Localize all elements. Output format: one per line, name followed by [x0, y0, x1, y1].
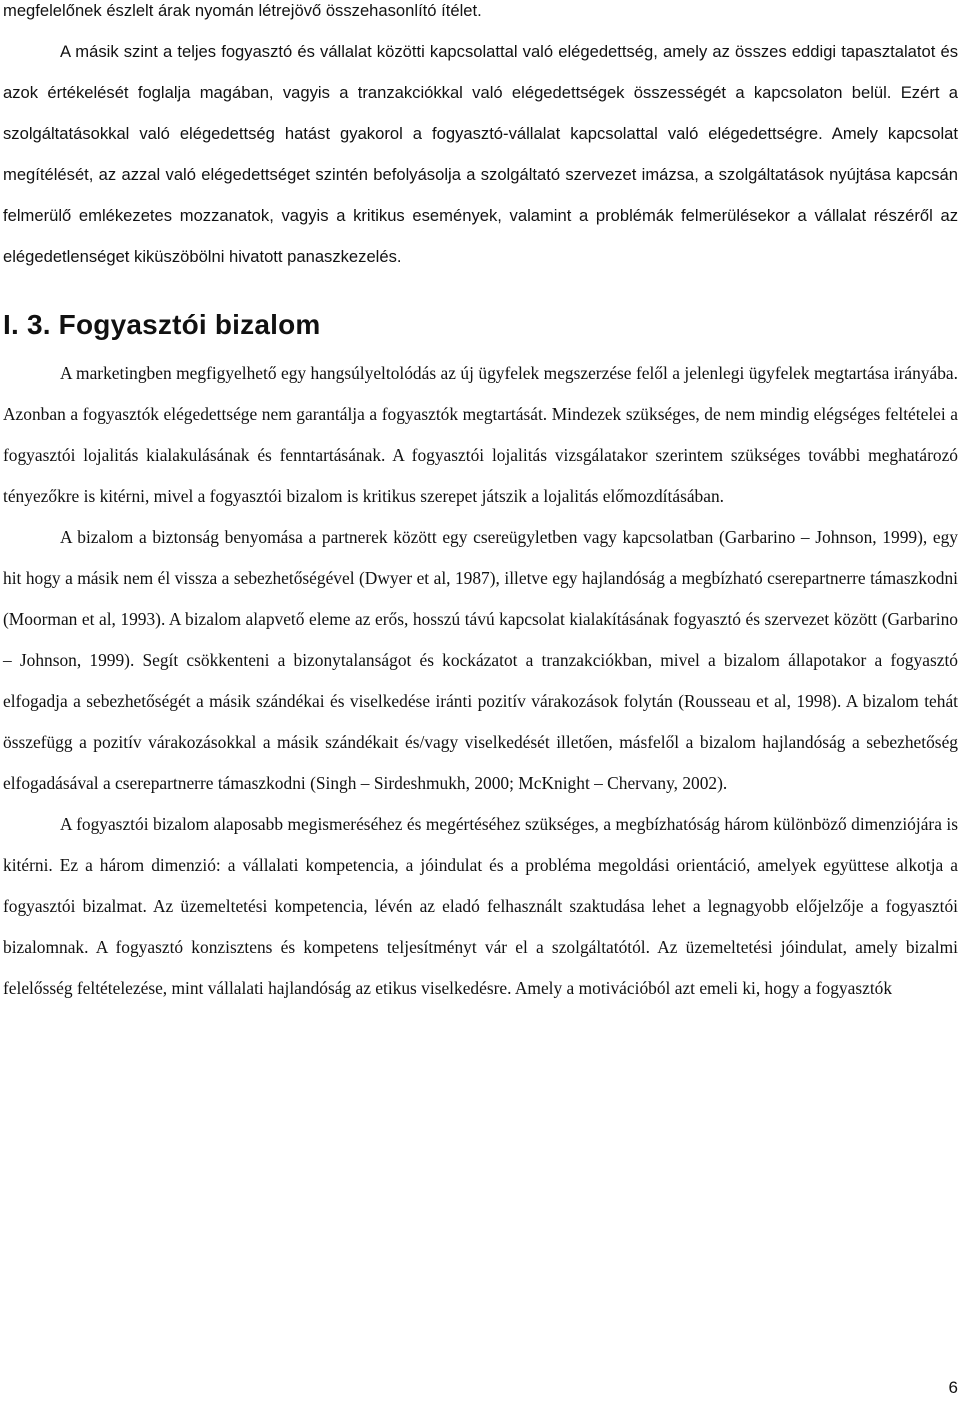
paragraph-trust-dimensions: A fogyasztói bizalom alaposabb megismeréséhez és megértéséhez szükséges, a megbízhatóság három különböző dimenziójára is kitérni. Ez a három dimenzió: a vállalati kompetencia, a jóindulat és a probléma megoldási orientáció, amelyek együttese alkotja a fogyasztói bizalmat. Az üzemeltetési kompetencia, lévén az eladó felhasznált szaktudása lehet a legnagyobb előjelzője a fogyasztói bizalomnak. A fogyasztó konzisztens és kompetens teljesítményt vár el a szolgáltatótól. Az üzemeltetési jóindulat, amely bizalmi felelősség feltételezése, mint vállalati hajlandóság az etikus viselkedésre. Amely a motivációból azt emeli ki, hogy a fogyasztók [3, 814, 958, 998]
section-heading: I. 3. Fogyasztói bizalom [3, 309, 321, 340]
paragraph-marketing-shift: A marketingben megfigyelhető egy hangsúlyeltolódás az új ügyfelek megszerzése felől a jelenlegi ügyfelek megtartása irányába. Azonban a fogyasztók elégedettsége nem garantálja a fogyasztók megtartását. Mindezek szükséges, de nem mindig elégséges feltételei a fogyasztói lojalitás kialakulásának és fenntartásának. A fogyasztói lojalitás vizsgálatakor szerintem szükséges további meghatározó tényezőkre is kitérni, mivel a fogyasztói bizalom is kritikus szerepet játszik a lojalitás előmozdításában. [3, 363, 958, 506]
paragraph-relationship-satisfaction: A másik szint a teljes fogyasztó és vállalat közötti kapcsolattal való elégedettség, amely az összes eddigi tapasztalatot és azok értékelését foglalja magában, vagyis a tranzakciókkal való elégedettségek összességét a kapcsolaton belül. Ezért a szolgáltatásokkal való elégedettség hatást gyakorol a fogyasztó-vállalat kapcsolattal való elégedettségre. Amely kapcsolat megítélését, az azzal való elégedettséget szintén befolyásolja a szolgáltató szervezet imázsa, a szolgáltatások nyújtása kapcsán felmerülő emlékezetes mozzanatok, vagyis a kritikus események, valamint a problémák felmerülésekor a vállalat részéről az elégedetlenséget kiküszöbölni hivatott panaszkezelés. [3, 42, 958, 266]
paragraph-continuation: megfelelőnek észlelt árak nyomán létrejövő összehasonlító ítélet. [3, 1, 482, 20]
paragraph-trust-definition: A bizalom a biztonság benyomása a partnerek között egy csereügyletben vagy kapcsolatban (Garbarino – Johnson, 1999), egy hit hogy a másik nem él vissza a sebezhetőségével (Dwyer et al, 1987), illetve egy hajlandóság a megbízható cserepartnerre támaszkodni (Moorman et al, 1993). A bizalom alapvető eleme az erős, hosszú távú kapcsolat kialakításának fogyasztó és szervezet között (Garbarino – Johnson, 1999). Segít csökkenteni a bizonytalanságot és kockázatot a tranzakciókban, mivel a bizalom állapotakor a fogyasztó elfogadja a sebezhetőségét a másik szándékai és viselkedése iránti pozitív várakozások folytán (Rousseau et al, 1998). A bizalom tehát összefügg a pozitív várakozásokkal a másik szándékait és/vagy viselkedését illetően, másfelől a bizalom hajlandóság a sebezhetőség elfogadásával a cserepartnerre támaszkodni (Singh – Sirdeshmukh, 2000; McKnight – Chervany, 2002). [3, 527, 958, 793]
page-number: 6 [948, 1378, 958, 1397]
document-page [3, 0, 958, 1009]
